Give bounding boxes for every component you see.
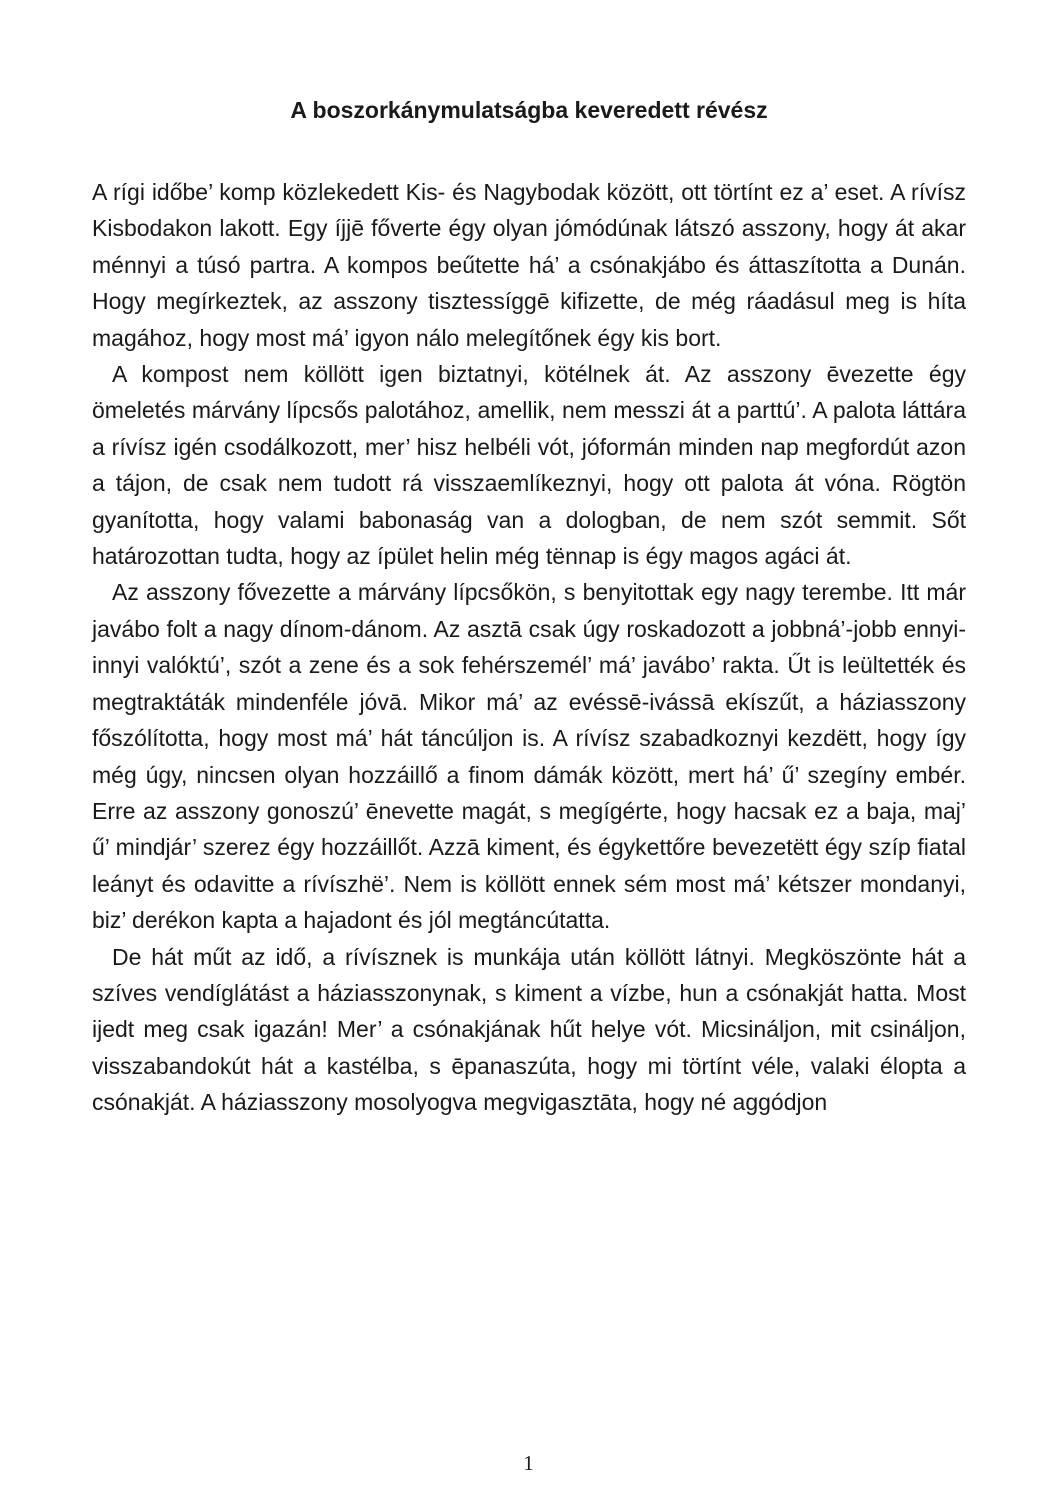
document-title: A boszorkánymulatságba keveredett révész [290,97,768,123]
paragraph-1: A rígi időbe’ komp közlekedett Kis- és Nagybodak között, ott törtínt ez a’ eset. A rívísz Kisbodakon lakott. Egy íjjē főverte égy olyan jómódúnak látszó asszony, hogy át akar ménnyi a túsó partra. A kompos beűtette há’ a csónakjábo és áttaszította a Dunán. Hogy megírkeztek, az asszony tisztessíggē kifizette, de még ráadásul meg is híta magához, hogy most má’ igyon nálo melegítőnek égy kis bort. [92,179,966,351]
document-page [92,92,966,1121]
paragraph-4: De hát műt az idő, a rívísznek is munkája után köllött látnyi. Megköszönte hát a szíves vendíglátást a háziasszonynak, s kiment a vízbe, hun a csónakját hatta. Most ijedt meg csak igazán! Mer’ a csónakjának hűt helye vót. Micsináljon, mit csináljon, visszabandokút hát a kastélba, s ēpanaszúta, hogy mi törtínt véle, valaki élopta a csónakját. A háziasszony mosolyogva megvigasztāta, hogy né aggódjon [92,943,966,1116]
page-number: 1 [523,1451,534,1475]
paragraph-2: A kompost nem köllött igen biztatnyi, kötélnek át. Az asszony ēvezette égy ömeletés márvány lípcsős palotához, amellik, nem messzi át a parttú’. A palota láttára a rívísz igén csodálkozott, mer’ hisz helbéli vót, jóformán minden nap megfordút azon a tájon, de csak nem tudott rá visszaemlíkeznyi, hogy ott palota át vóna. Rögtön gyanította, hogy valami babonaság van a dologban, de nem szót semmit. Sőt határozottan tudta, hogy az ípület helin még tënnap is égy magos agáci át. [92,361,966,570]
paragraph-3: Az asszony fővezette a márvány lípcsőkön, s benyitottak egy nagy terembe. Itt már javábo folt a nagy dínom-dánom. Az asztā csak úgy roskadozott a jobbná’-jobb ennyi-innyi valóktú’, szót a zene és a sok fehérszemél’ má’ javábo’ rakta. Űt is leültették és megtraktáták mindenféle jóvā. Mikor má’ az evéssē-ivássā ekíszűt, a háziasszony főszólította, hogy most má’ hát táncúljon is. A rívísz szabadkoznyi kezdëtt, hogy így még úgy, nincsen olyan hozzáillő a finom dámák között, mert há’ ű’ szegíny embér. Erre az asszony gonoszú’ ēnevette magát, s megígérte, hogy hacsak ez a baja, maj’ ű’ mindjár’ szerez égy hozzáillőt. Azzā kiment, és égykettőre bevezetëtt égy szíp fiatal leányt és odavitte a rívíszhë’. Nem is köllött ennek sém most má’ kétszer mondanyi, biz’ derékon kapta a hajadont és jól megtáncútatta. [92,579,966,934]
